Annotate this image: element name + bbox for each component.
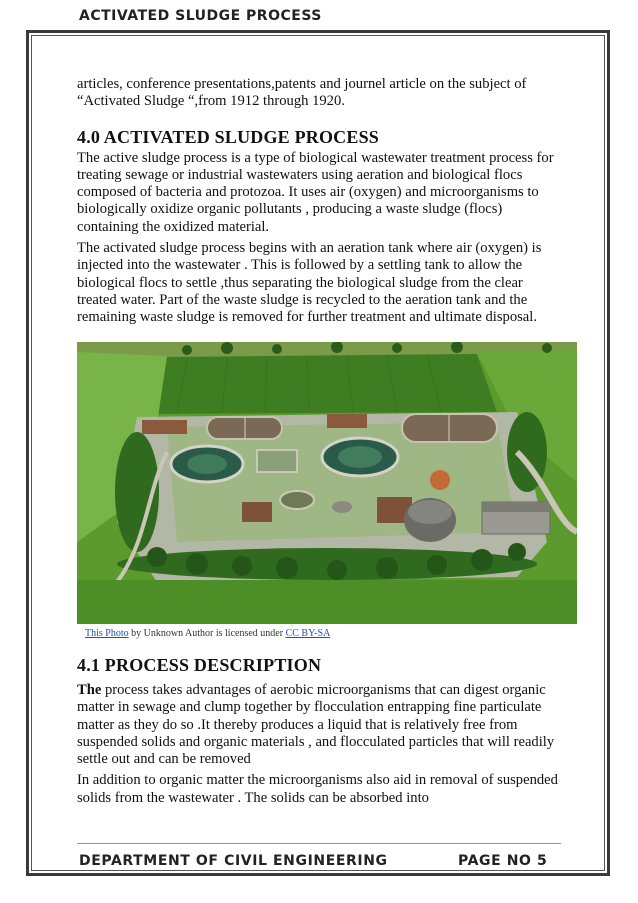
photo-caption-text: by Unknown Author is licensed under (128, 628, 286, 639)
page-content (77, 76, 563, 327)
photo-illustration (77, 342, 577, 624)
section-4-0-paragraph-2: The activated sludge process begins with an aeration tank where air (oxygen) is injected into the wastewater . This is followed by a settling tank to allow the biological flocs to settle ,thus separating the biological sludge from the clear treated water. Part of the waste sludge is recycled to the aeration tank and the remaining waste sludge is removed for further treatment and ultimate disposal. (77, 240, 542, 326)
photo-caption (85, 628, 330, 639)
section-heading-4-0: 4.0 ACTIVATED SLUDGE PROCESS (77, 126, 380, 147)
footer-divider (77, 843, 561, 844)
lead-word: The (77, 682, 102, 698)
photo-source-link[interactable]: This Photo (85, 628, 129, 639)
section-heading-4-1: 4.1 PROCESS DESCRIPTION (77, 655, 322, 675)
section-4-1-paragraph-2: In addition to organic matter the microorganisms also aid in removal of suspended solids from the wastewater . The solids can be absorbed into (77, 772, 558, 806)
section-4-1 (77, 654, 563, 807)
treatment-plant-photo (77, 342, 577, 624)
page-header-title: ACTIVATED SLUDGE PROCESS (79, 8, 322, 24)
footer-page-number: PAGE NO 5 (458, 853, 548, 869)
section-4-1-paragraph-1 (77, 682, 563, 768)
section-4-0-paragraph-1: The active sludge process is a type of biological wastewater treatment process for treating sewage or industrial wastewaters using aeration and biological flocs composed of bacteria and protozoa. It uses air (oxygen) and microorganisms to biologically oxidize organic pollutants , producing a waste sludge (flocs) containing the oxidized material. (77, 149, 554, 235)
footer-department: DEPARTMENT OF CIVIL ENGINEERING (79, 853, 388, 869)
license-link[interactable]: CC BY-SA (285, 628, 331, 639)
intro-paragraph: articles, conference presentations,patents and journel article on the subject of “Activated Sludge “,from 1912 through 1920. (77, 76, 527, 110)
paragraph-body: process takes advantages of aerobic microorganisms that can digest organic matter in sewage and clump together by flocculation entrapping fine particulate matter as they do so .It thereby produces a liquid that is relatively free from suspended solids and organic materials , and flocculated particles that will readily settle out and can be removed (77, 682, 555, 768)
